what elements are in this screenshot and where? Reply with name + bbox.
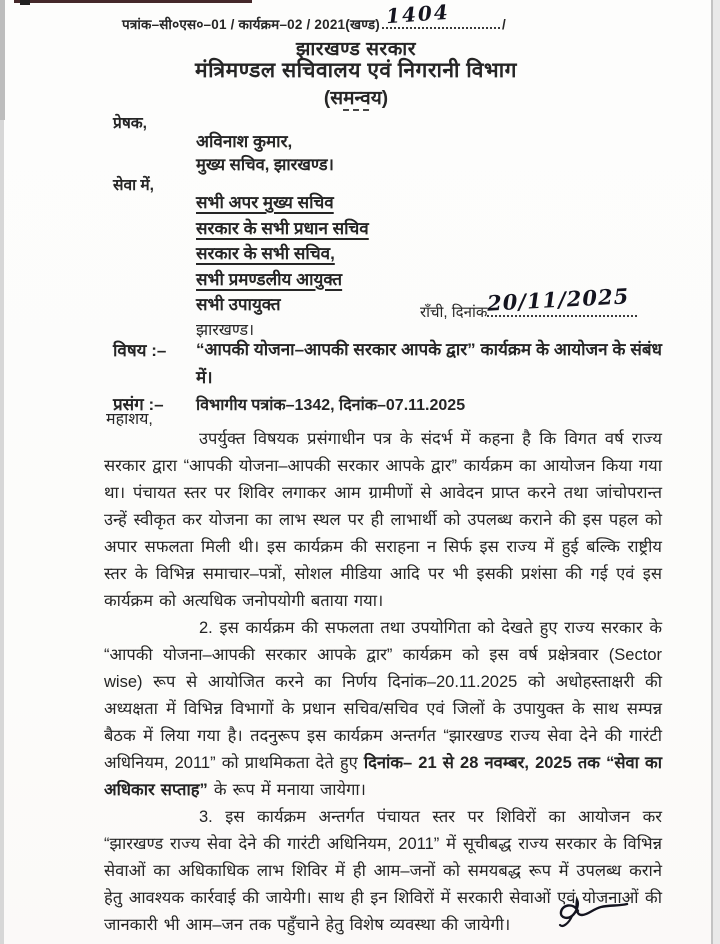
department-name: मंत्रिमण्डल सचिवालय एवं निगरानी विभाग xyxy=(195,59,517,82)
letter-body xyxy=(104,426,662,939)
scan-top-mark-artifact xyxy=(20,0,30,5)
wing-name: (समन्वय) xyxy=(323,88,389,109)
recipient-line: सभी उपायुक्त xyxy=(196,295,281,314)
salutation: महाशय, xyxy=(106,411,153,428)
subject-text: “आपकी योजना–आपकी सरकार आपके द्वार” कार्यक्रम के आयोजन के संबंध में। xyxy=(196,340,662,387)
letter-number-prefix: पत्रांक–सी०एस०–01 / कार्यक्रम–02 / 2021(खण्ड) xyxy=(122,17,380,32)
paragraph-2-tail: के रूप में मनाया जायेगा। xyxy=(207,781,366,799)
paragraph-2-bold-dates: दिनांक– 21 से 28 नवम्बर, 2025 तक “सेवा का अधिकार सप्ताह” xyxy=(104,754,662,799)
reference-label: प्रसंग :– xyxy=(113,395,164,414)
recipient-line: सरकार के सभी प्रधान सचिव xyxy=(196,218,369,238)
recipient-line: सरकार के सभी सचिव, xyxy=(196,244,335,263)
scan-top-edge-artifact xyxy=(14,0,252,3)
letter-number-line xyxy=(122,0,592,33)
scan-left-edge xyxy=(0,0,4,944)
recipient-list xyxy=(196,190,369,343)
place-date-line xyxy=(420,283,700,322)
to-label: सेवा में, xyxy=(113,177,154,194)
reference-text: विभागीय पत्रांक–1342, दिनांक–07.11.2025 xyxy=(196,397,466,414)
sender-name: अविनाश कुमार, xyxy=(196,132,293,151)
letter-number-suffix: / xyxy=(501,17,506,32)
handwritten-letter-number: 1404 xyxy=(385,0,451,29)
paragraph-2-text: 2. इस कार्यक्रम की सफलता तथा उपयोगिता को देखते हुए राज्य सरकार के “आपकी योजना–आपकी सरकार आपके द्वार” कार्यक्रम को इस वर्ष प्रक्षेत्रवार (Sector wise) रूप से आयोजित करने का निर्णय दिनांक–20.11.2025 को अधोहस्ताक्षरी की अध्यक्षता में विभिन्न विभागों के प्रधान सचिव/सचिव एवं जिलों के उपायुक्त के साथ सम्पन्न बैठक में लिया गया है। तदनुरूप इस कार्यक्रम अन्तर्गत “झारखण्ड राज्य सेवा देने की गारंटी अधिनियम, 2011” को प्राथमिकता देते हुए xyxy=(104,619,662,772)
sender-designation: मुख्य सचिव, झारखण्ड। xyxy=(196,156,334,174)
recipient-line: सभी प्रमण्डलीय आयुक्त xyxy=(196,269,343,289)
recipient-line: झारखण्ड। xyxy=(196,321,255,339)
paragraph-1: उपर्युक्त विषयक प्रसंगाधीन पत्र के संदर्भ में कहना है कि विगत वर्ष राज्य सरकार द्वारा “आपकी योजना–आपकी सरकार आपके द्वार” कार्यक्रम का आयोजन किया गया था। पंचायत स्तर पर शिविर लगाकर आम ग्रामीणों से आवेदन प्राप्त करने तथा जांचोपरान्त उन्हें स्वीकृत कर योजना का लाभ स्थल पर ही लाभार्थी को उपलब्ध कराने की इस पहल को अपार सफलता मिली थी। इस कार्यक्रम की सराहना न सिर्फ इस राज्य में हुई बल्कि राष्ट्रीय स्तर के विभिन्न समाचार–पत्रों, सोशल मीडिया आदि पर भी इसकी प्रशंसा की गई एवं इस कार्यक्रम को अत्यधिक जनोपयोगी बताया गया। xyxy=(104,430,662,610)
signature-initial xyxy=(548,886,638,934)
government-name: झारखण्ड सरकार xyxy=(296,39,416,60)
paragraph-3: 3. इस कार्यक्रम अन्तर्गत पंचायत स्तर पर शिविरों का आयोजन कर “झारखण्ड राज्य सेवा देने की गारंटी अधिनियम, 2011” में सूचीबद्ध राज्य सरकार के विभिन्न सेवाओं का अधिकाधिक लाभ शिविर में ही आम–जनों को समयबद्ध रूप में उपलब्ध कराने हेतु आवश्यक कार्रवाई की जायेगी। साथ ही इन शिविरों में सरकारी सेवाओं एवं योजनाओं की जानकारी भी आम–जन तक पहुँचाने हेतु विशेष व्यवस्था की जायेगी। xyxy=(104,808,662,934)
recipient-line: सभी अपर मुख्य सचिव xyxy=(196,193,334,212)
place-date-printed: राँची, दिनांक xyxy=(420,304,488,321)
letter-number-dotted-fill xyxy=(382,0,500,29)
date-dotted-fill xyxy=(486,283,637,317)
wing-underline-dash xyxy=(343,109,369,111)
handwritten-date: 20/11/2025 xyxy=(486,283,631,316)
scan-right-margin xyxy=(713,0,720,944)
from-label: प्रेषक, xyxy=(113,115,147,132)
paragraph-2 xyxy=(104,615,662,804)
subject-label: विषय :– xyxy=(113,341,167,360)
